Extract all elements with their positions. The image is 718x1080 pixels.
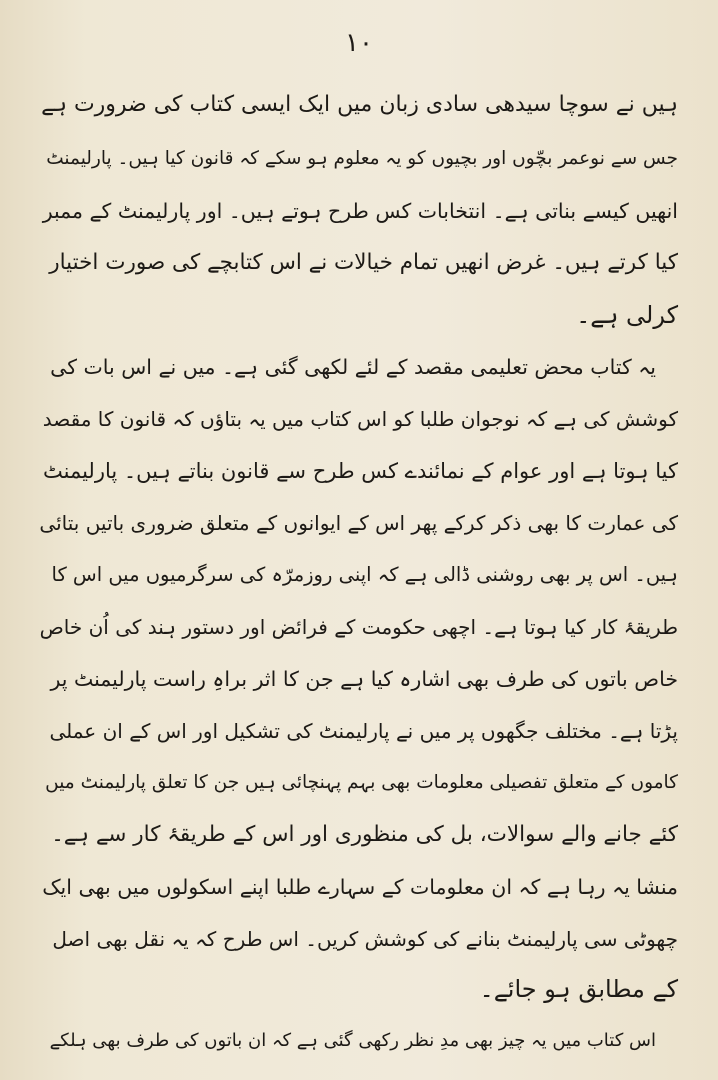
text-line: کی عمارت کا بھی ذکر کرکے پھر اس کے ایوانوں کے متعلق ضروری باتیں بتائی xyxy=(39,511,678,535)
text-line: کے مطابق ہو جائے۔ xyxy=(479,975,678,1003)
text-line: انھیں کیسے بناتی ہے۔ انتخابات کس طرح ہوتے ہیں۔ اور پارلیمنٹ کے ممبر xyxy=(42,199,678,223)
text-line: کیا ہوتا ہے اور عوام کے نمائندے کس طرح سے قانون بناتے ہیں۔ پارلیمنٹ xyxy=(42,459,678,483)
paragraph-start-line: یہ کتاب محض تعلیمی مقصد کے لئے لکھی گئی ہے۔ میں نے اس بات کی xyxy=(50,355,656,379)
text-line: منشا یہ رہا ہے کہ ان معلومات کے سہارے طلبا اپنے اسکولوں میں بھی ایک xyxy=(42,875,678,899)
text-line: کاموں کے متعلق تفصیلی معلومات بھی بہم پہنچائی ہیں جن کا تعلق پارلیمنٹ میں xyxy=(45,772,678,793)
text-line: چھوٹی سی پارلیمنٹ بنانے کی کوشش کریں۔ اس طرح کہ یہ نقل بھی اصل xyxy=(52,927,678,951)
text-line: پڑتا ہے۔ مختلف جگھوں پر میں نے پارلیمنٹ کی تشکیل اور اس کے ان عملی xyxy=(49,719,678,743)
text-line: کیا کرتے ہیں۔ غرض انھیں تمام خیالات نے اس کتابچے کی صورت اختیار xyxy=(49,250,678,275)
text-line: کئے جانے والے سوالات، بل کی منظوری اور اس کے طریقۂ کار سے ہے۔ xyxy=(51,822,678,847)
text-line: خاص باتوں کی طرف بھی اشارہ کیا ہے جن کا اثر براہِ راست پارلیمنٹ پر xyxy=(50,667,678,691)
text-line: کرلی ہے۔ xyxy=(576,301,678,329)
text-line: طریقۂ کار کیا ہوتا ہے۔ اچھی حکومت کے فرائض اور دستور ہند کی اُن خاص xyxy=(39,615,678,639)
text-line: ہیں نے سوچا سیدھی سادی زبان میں ایک ایسی کتاب کی ضرورت ہے xyxy=(41,92,678,117)
text-line: ہیں۔ اس پر بھی روشنی ڈالی ہے کہ اپنی روزمرّہ کی سرگرمیوں میں اس کا xyxy=(51,563,678,586)
text-line: کوشش کی ہے کہ نوجوان طلبا کو اس کتاب میں یہ بتاؤں کہ قانون کا مقصد xyxy=(42,407,678,431)
paragraph-start-line: اس کتاب میں یہ چیز بھی مدِ نظر رکھی گئی ہے کہ ان باتوں کی طرف بھی ہلکے xyxy=(49,1030,656,1051)
page-number: ۱۰ xyxy=(345,28,373,58)
text-line: جس سے نوعمر بچّوں اور بچیوں کو یہ معلوم ہو سکے کہ قانون کیا ہیں۔ پارلیمنٹ xyxy=(46,148,678,169)
